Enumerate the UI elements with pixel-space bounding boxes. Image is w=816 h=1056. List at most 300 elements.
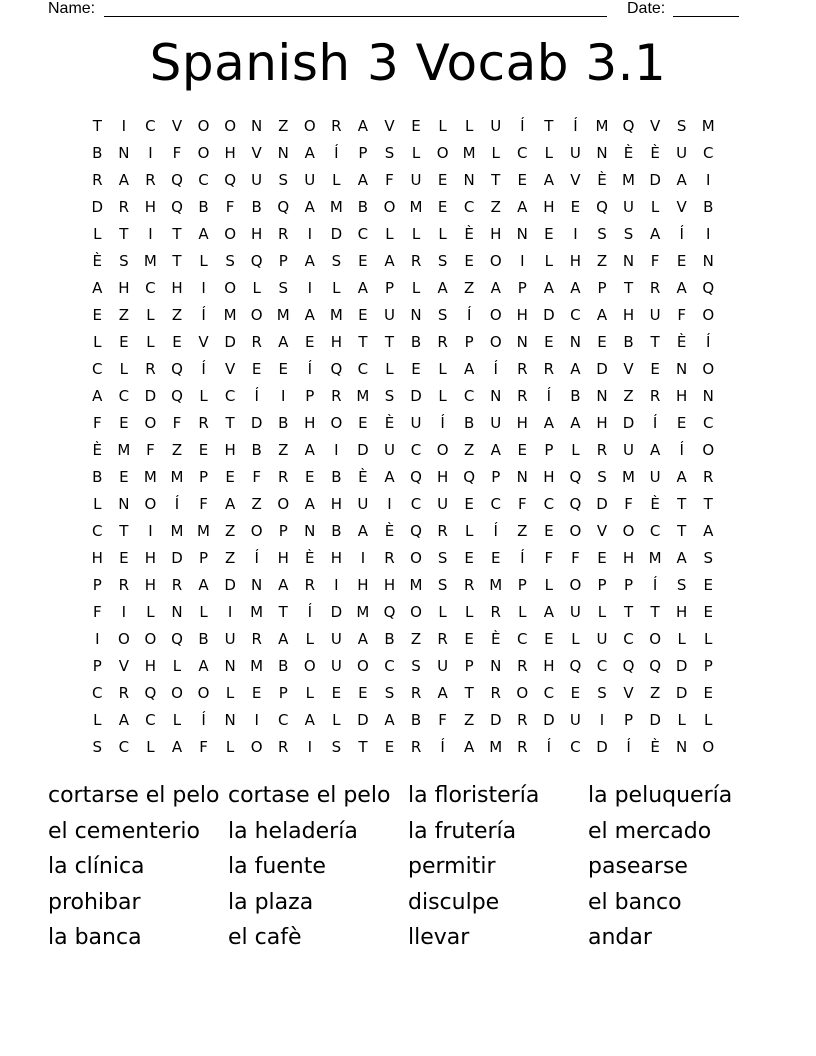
grid-letter: C — [702, 143, 714, 162]
grid-letter: A — [676, 548, 687, 567]
grid-letter: A — [304, 197, 315, 216]
grid-letter: Í — [679, 224, 684, 243]
grid-row — [84, 544, 722, 571]
grid-letter: C — [410, 440, 422, 459]
grid-letter: E — [411, 116, 421, 135]
grid-letter: I — [307, 224, 312, 243]
grid-letter: R — [251, 629, 262, 648]
grid-letter: Z — [251, 494, 262, 513]
grid-letter: R — [118, 197, 130, 216]
grid-letter: A — [517, 197, 528, 216]
grid-letter: I — [121, 116, 127, 135]
grid-letter: P — [278, 251, 288, 270]
grid-letter: O — [489, 251, 502, 270]
grid-letter: F — [92, 602, 102, 621]
grid-letter: C — [92, 359, 103, 378]
grid-letter: È — [92, 251, 103, 270]
grid-letter: C — [224, 386, 236, 405]
grid-letter: O — [224, 224, 236, 243]
grid-letter: H — [569, 251, 582, 270]
grid-letter: E — [278, 359, 288, 378]
grid-letter: A — [357, 170, 369, 189]
grid-letter: B — [410, 332, 422, 351]
grid-letter: D — [596, 494, 608, 513]
grid-letter: Z — [623, 386, 634, 405]
grid-letter: N — [569, 332, 582, 351]
grid-letter: N — [463, 170, 475, 189]
grid-letter: M — [143, 467, 157, 486]
grid-letter: A — [543, 170, 554, 189]
grid-letter: P — [278, 521, 288, 540]
grid-letter: L — [146, 737, 155, 756]
grid-row — [84, 274, 722, 301]
grid-letter: H — [383, 575, 396, 594]
grid-letter: Í — [493, 521, 498, 540]
grid-letter: H — [357, 575, 369, 594]
grid-letter: T — [703, 494, 713, 513]
grid-letter: E — [676, 251, 687, 270]
grid-letter: S — [597, 224, 607, 243]
grid-letter: Z — [464, 278, 475, 297]
grid-letter: L — [518, 602, 527, 621]
grid-letter: Z — [410, 629, 422, 648]
grid-letter: P — [597, 575, 607, 594]
grid-letter: L — [571, 629, 580, 648]
grid-letter: N — [676, 737, 688, 756]
grid-letter: H — [676, 602, 688, 621]
grid-letter: E — [437, 170, 448, 189]
word-bank-item: el mercado — [588, 818, 712, 844]
grid-row — [84, 301, 722, 328]
grid-letter: R — [145, 359, 156, 378]
grid-letter: V — [596, 521, 608, 540]
grid-row — [84, 625, 722, 652]
grid-letter: N — [304, 521, 316, 540]
grid-letter: T — [358, 332, 368, 351]
grid-letter: R — [278, 224, 289, 243]
grid-letter: O — [569, 575, 582, 594]
grid-letter: A — [490, 440, 501, 459]
date-label: Date: — [627, 0, 666, 17]
grid-letter: M — [250, 656, 264, 675]
grid-letter: A — [92, 278, 103, 297]
grid-letter: T — [491, 170, 501, 189]
grid-letter: V — [384, 116, 395, 135]
grid-letter: R — [251, 332, 262, 351]
grid-letter: Q — [250, 251, 263, 270]
grid-letter: I — [599, 710, 605, 729]
grid-letter: H — [251, 224, 263, 243]
grid-letter: S — [384, 386, 395, 405]
grid-letter: E — [490, 548, 501, 567]
grid-row — [84, 193, 722, 220]
grid-letter: F — [517, 494, 527, 513]
grid-letter: E — [358, 251, 368, 270]
grid-letter: M — [595, 116, 609, 135]
grid-letter: A — [198, 224, 209, 243]
grid-letter: A — [596, 305, 608, 324]
grid-letter: Z — [490, 197, 501, 216]
grid-letter: E — [119, 332, 129, 351]
grid-row — [84, 517, 722, 544]
grid-letter: B — [623, 332, 634, 351]
grid-letter: H — [144, 575, 157, 594]
grid-letter: C — [92, 521, 103, 540]
grid-letter: E — [676, 413, 687, 432]
grid-letter: L — [464, 521, 474, 540]
grid-letter: C — [490, 494, 501, 513]
grid-letter: A — [304, 710, 315, 729]
grid-letter: L — [571, 440, 580, 459]
grid-letter: È — [464, 224, 474, 243]
grid-letter: E — [305, 332, 315, 351]
grid-letter: O — [649, 629, 661, 648]
grid-letter: C — [357, 359, 369, 378]
grid-letter: A — [543, 602, 554, 621]
grid-letter: V — [649, 116, 661, 135]
grid-letter: Z — [464, 710, 475, 729]
grid-letter: V — [171, 116, 183, 135]
grid-letter: B — [278, 656, 289, 675]
grid-letter: E — [570, 683, 581, 702]
grid-letter: A — [570, 278, 581, 297]
grid-letter: L — [544, 575, 554, 594]
grid-letter: R — [596, 440, 608, 459]
grid-letter: O — [489, 305, 502, 324]
grid-letter: L — [704, 629, 713, 648]
grid-letter: D — [649, 170, 661, 189]
grid-letter: N — [171, 602, 183, 621]
grid-row — [84, 382, 722, 409]
grid-letter: T — [623, 602, 634, 621]
word-bank-item: el cementerio — [48, 818, 200, 844]
grid-letter: T — [278, 602, 288, 621]
grid-letter: L — [93, 494, 102, 513]
grid-letter: Í — [546, 737, 552, 756]
grid-letter: B — [92, 143, 103, 162]
grid-letter: H — [144, 656, 157, 675]
grid-letter: R — [304, 575, 315, 594]
grid-letter: S — [437, 575, 448, 594]
grid-letter: P — [597, 278, 607, 297]
grid-letter: N — [118, 494, 130, 513]
grid-letter: I — [307, 278, 312, 297]
grid-letter: I — [201, 278, 206, 297]
grid-letter: F — [571, 548, 580, 567]
grid-letter: H — [516, 413, 528, 432]
grid-letter: E — [517, 170, 528, 189]
grid-letter: Q — [383, 602, 396, 621]
grid-letter: U — [224, 629, 236, 648]
grid-letter: E — [358, 683, 368, 702]
word-bank-item: cortarse el pelo — [48, 783, 220, 809]
grid-letter: L — [677, 629, 686, 648]
grid-letter: D — [543, 710, 555, 729]
grid-letter: R — [278, 467, 289, 486]
grid-letter: O — [702, 440, 715, 459]
grid-letter: M — [409, 575, 423, 594]
grid-letter: L — [650, 197, 660, 216]
grid-letter: B — [331, 521, 342, 540]
grid-letter: R — [517, 737, 528, 756]
grid-letter: Í — [307, 359, 312, 378]
grid-letter: È — [384, 521, 395, 540]
grid-letter: H — [676, 386, 688, 405]
grid-letter: E — [331, 683, 342, 702]
grid-letter: C — [702, 413, 714, 432]
grid-letter: R — [278, 737, 289, 756]
grid-letter: L — [438, 602, 447, 621]
grid-letter: O — [357, 656, 369, 675]
grid-letter: C — [543, 683, 555, 702]
grid-letter: O — [250, 521, 263, 540]
grid-letter: R — [517, 359, 528, 378]
grid-letter: A — [198, 656, 209, 675]
grid-letter: S — [597, 683, 607, 702]
grid-letter: U — [649, 305, 661, 324]
grid-letter: M — [143, 251, 157, 270]
grid-letter: O — [144, 629, 157, 648]
grid-letter: L — [199, 602, 208, 621]
grid-letter: L — [544, 251, 554, 270]
grid-letter: C — [649, 521, 661, 540]
grid-letter: V — [676, 197, 687, 216]
grid-letter: I — [148, 521, 153, 540]
grid-letter: T — [677, 521, 687, 540]
grid-letter: H — [436, 467, 449, 486]
grid-letter: A — [357, 521, 369, 540]
grid-letter: L — [119, 359, 129, 378]
grid-letter: I — [95, 629, 100, 648]
grid-letter: U — [330, 629, 342, 648]
word-bank-item: andar — [588, 925, 652, 951]
grid-letter: S — [278, 170, 288, 189]
grid-letter: Z — [118, 305, 129, 324]
grid-letter: C — [623, 629, 634, 648]
grid-letter: A — [437, 683, 448, 702]
grid-letter: Z — [464, 440, 475, 459]
grid-letter: L — [491, 143, 500, 162]
grid-letter: H — [596, 413, 608, 432]
grid-letter: Z — [278, 440, 289, 459]
grid-letter: R — [490, 683, 501, 702]
grid-letter: R — [118, 575, 130, 594]
grid-letter: Z — [278, 116, 289, 135]
grid-letter: N — [118, 143, 130, 162]
grid-letter: D — [543, 305, 555, 324]
grid-letter: M — [701, 116, 715, 135]
grid-letter: V — [198, 332, 209, 351]
grid-letter: S — [437, 305, 448, 324]
grid-letter: L — [332, 278, 341, 297]
grid-letter: S — [623, 224, 634, 243]
grid-letter: H — [330, 494, 342, 513]
grid-letter: L — [305, 683, 314, 702]
grid-letter: A — [437, 278, 448, 297]
grid-letter: Í — [440, 413, 445, 432]
grid-letter: O — [383, 197, 396, 216]
grid-letter: O — [436, 143, 449, 162]
grid-letter: Q — [277, 197, 290, 216]
grid-letter: O — [516, 683, 529, 702]
grid-letter: O — [224, 278, 236, 297]
grid-letter: O — [224, 116, 236, 135]
grid-letter: L — [332, 170, 341, 189]
grid-letter: S — [437, 548, 448, 567]
grid-letter: I — [148, 224, 153, 243]
grid-letter: M — [329, 197, 343, 216]
grid-letter: H — [304, 413, 316, 432]
grid-letter: D — [596, 359, 608, 378]
grid-letter: S — [225, 251, 235, 270]
grid-letter: U — [437, 656, 449, 675]
grid-letter: Z — [224, 548, 236, 567]
grid-letter: D — [91, 197, 104, 216]
grid-letter: D — [224, 575, 236, 594]
grid-letter: Í — [440, 737, 445, 756]
grid-letter: È — [597, 170, 607, 189]
grid-letter: B — [198, 629, 209, 648]
word-bank — [48, 778, 768, 956]
grid-letter: E — [305, 467, 315, 486]
grid-letter: R — [437, 521, 448, 540]
grid-letter: Í — [520, 548, 525, 567]
grid-letter: L — [385, 224, 394, 243]
grid-letter: A — [570, 413, 581, 432]
grid-letter: H — [144, 548, 157, 567]
grid-letter: I — [307, 737, 312, 756]
grid-letter: F — [438, 710, 447, 729]
grid-letter: L — [225, 737, 235, 756]
grid-row — [84, 139, 722, 166]
grid-letter: C — [570, 737, 581, 756]
grid-letter: M — [489, 575, 503, 594]
grid-letter: I — [706, 224, 711, 243]
grid-letter: L — [332, 710, 341, 729]
grid-letter: È — [305, 548, 315, 567]
grid-letter: M — [462, 143, 476, 162]
grid-letter: M — [170, 521, 184, 540]
grid-letter: S — [437, 251, 448, 270]
grid-letter: Q — [330, 359, 343, 378]
grid-letter: È — [623, 143, 634, 162]
grid-letter: P — [624, 710, 634, 729]
grid-letter: E — [703, 683, 713, 702]
grid-letter: D — [357, 440, 369, 459]
grid-letter: Q — [144, 683, 157, 702]
grid-row — [84, 328, 722, 355]
grid-letter: P — [278, 683, 288, 702]
word-bank-item: prohibar — [48, 889, 141, 915]
grid-letter: S — [384, 143, 395, 162]
grid-letter: Q — [649, 656, 661, 675]
grid-letter: L — [411, 278, 421, 297]
grid-letter: R — [331, 116, 342, 135]
grid-letter: F — [199, 737, 208, 756]
grid-row — [84, 652, 722, 679]
grid-letter: M — [409, 197, 423, 216]
grid-row — [84, 166, 722, 193]
grid-letter: O — [330, 413, 343, 432]
grid-letter: U — [569, 710, 581, 729]
grid-letter: Í — [706, 332, 711, 351]
grid-letter: O — [144, 494, 157, 513]
grid-letter: O — [277, 494, 290, 513]
grid-letter: E — [119, 548, 129, 567]
grid-letter: Í — [201, 359, 206, 378]
grid-letter: L — [411, 143, 421, 162]
grid-letter: Í — [626, 737, 631, 756]
grid-letter: L — [597, 602, 607, 621]
word-bank-item: pasearse — [588, 854, 688, 880]
grid-row — [84, 706, 722, 733]
grid-letter: P — [544, 440, 554, 459]
grid-letter: E — [703, 575, 713, 594]
grid-letter: P — [464, 332, 474, 351]
grid-row — [84, 598, 722, 625]
grid-letter: U — [569, 602, 581, 621]
grid-letter: R — [410, 251, 422, 270]
grid-letter: B — [198, 197, 209, 216]
grid-letter: D — [489, 710, 502, 729]
grid-letter: A — [278, 575, 289, 594]
grid-letter: I — [334, 575, 339, 594]
grid-row — [84, 436, 722, 463]
grid-letter: O — [303, 116, 316, 135]
grid-letter: T — [172, 251, 182, 270]
grid-letter: P — [92, 656, 102, 675]
grid-letter: C — [463, 197, 475, 216]
grid-letter: A — [490, 278, 501, 297]
grid-letter: L — [93, 224, 102, 243]
grid-letter: F — [225, 197, 235, 216]
grid-row — [84, 733, 722, 760]
grid-letter: C — [463, 386, 475, 405]
grid-letter: S — [331, 251, 342, 270]
grid-letter: D — [410, 386, 422, 405]
word-bank-item: la clínica — [48, 854, 145, 880]
grid-letter: M — [117, 440, 131, 459]
grid-letter: D — [596, 737, 608, 756]
grid-letter: O — [436, 440, 449, 459]
grid-letter: F — [650, 251, 660, 270]
grid-letter: M — [622, 170, 635, 189]
grid-letter: A — [278, 629, 289, 648]
grid-letter: B — [570, 386, 581, 405]
grid-letter: U — [490, 413, 502, 432]
grid-letter: A — [384, 467, 395, 486]
word-bank-row — [48, 814, 768, 850]
grid-letter: U — [676, 143, 688, 162]
grid-letter: P — [92, 575, 102, 594]
grid-letter: L — [438, 386, 447, 405]
grid-letter: M — [329, 305, 343, 324]
grid-letter: R — [517, 386, 528, 405]
grid-letter: È — [650, 494, 660, 513]
word-bank-item: la frutería — [408, 818, 517, 844]
grid-letter: P — [624, 575, 634, 594]
grid-letter: N — [224, 710, 236, 729]
grid-letter: Í — [652, 575, 658, 594]
grid-row — [84, 355, 722, 382]
grid-letter: I — [121, 602, 127, 621]
page-title: Spanish 3 Vocab 3.1 — [149, 34, 667, 92]
grid-letter: Í — [254, 386, 259, 405]
grid-letter: N — [224, 656, 236, 675]
grid-letter: V — [623, 359, 634, 378]
grid-letter: A — [384, 710, 395, 729]
grid-letter: L — [172, 656, 182, 675]
